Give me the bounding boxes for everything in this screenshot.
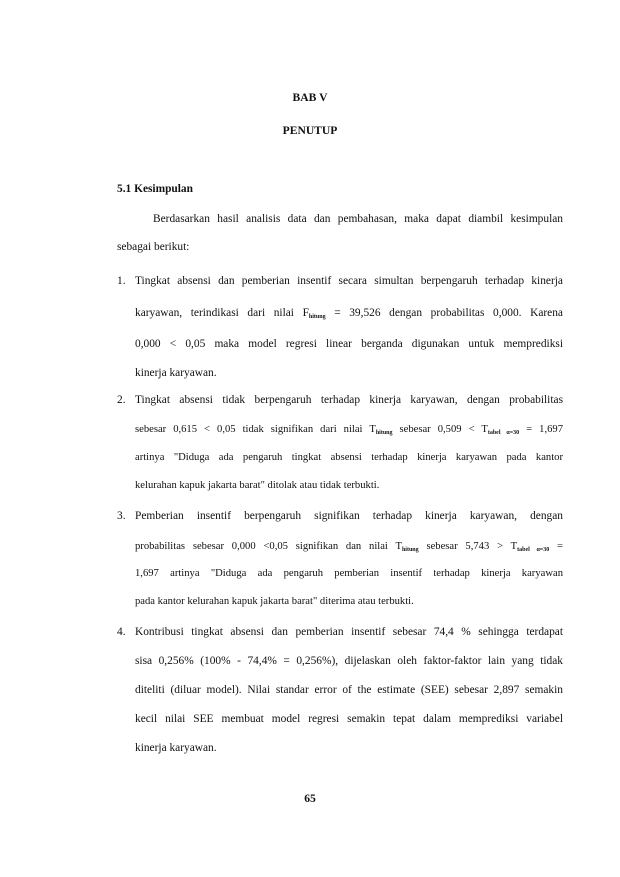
item-3-line-3: 1,697 artinya "Diduga ada pengaruh pemberian insentif terhadap kinerja karyawan <box>135 568 563 579</box>
item-2-number: 2. <box>117 394 126 406</box>
item-3-line-2: probabilitas sebesar 0,000 <0,05 signifikan dan nilai $T_{hitung}$ sebesar $5,743 > T_{tabel \alpha=30}$ = <box>135 541 563 553</box>
section-heading: 5.1 Kesimpulan <box>117 183 193 195</box>
item-1-line-3: 0,000 < 0,05 maka model regresi linear berganda digunakan untuk memprediksi <box>135 338 563 350</box>
item-1-line-1: Tingkat absensi dan pemberian insentif secara simultan berpengaruh terhadap kinerja <box>135 275 563 287</box>
item-3-line-1: Pemberian insentif berpengaruh signifikan terhadap kinerja karyawan, dengan <box>135 510 563 522</box>
item-4-line-3: diteliti (diluar model). Nilai standar error of the estimate (SEE) sebesar 2,897 semakin <box>135 684 563 696</box>
item-1-line-2: karyawan, terindikasi dari nilai $F_{hitung} = 39,526$ dengan probabilitas 0,000. Karena <box>135 307 563 320</box>
item-1-number: 1. <box>117 275 126 287</box>
item-2-line-1: Tingkat absensi tidak berpengaruh terhadap kinerja karyawan, dengan probabilitas <box>135 394 563 406</box>
chapter-title: PENUTUP <box>282 124 338 137</box>
item-3-number: 3. <box>117 510 126 522</box>
item-4-line-2: sisa 0,256% (100% - 74,4% = 0,256%), dijelaskan oleh faktor-faktor lain yang tidak <box>135 655 563 667</box>
chapter-number: BAB V <box>292 91 328 104</box>
intro-line-1: Berdasarkan hasil analisis data dan pembahasan, maka dapat diambil kesimpulan <box>153 213 563 225</box>
item-3-line-4: pada kantor kelurahan kapuk jakarta barat" diterima atau terbukti. <box>135 596 414 607</box>
item-4-line-5: kinerja karyawan. <box>135 742 217 754</box>
item-2-line-2: sebesar 0,615 < 0,05 tidak signifikan dari nilai $T_{hitung}$ sebesar $0,509 < T_{tabel \alpha=30} = 1,697$ <box>135 424 563 436</box>
intro-line-2: sebagai berikut: <box>117 241 190 253</box>
item-1-line-4: kinerja karyawan. <box>135 367 217 379</box>
item-2-line-3: artinya "Diduga ada pengaruh tingkat absensi terhadap kinerja karyawan pada kantor <box>135 452 563 463</box>
page-number: 65 <box>304 792 316 805</box>
item-2-line-4: kelurahan kapuk jakarta barat" ditolak atau tidak terbukti. <box>135 480 380 491</box>
item-4-number: 4. <box>117 626 126 638</box>
item-4-line-4: kecil nilai SEE membuat model regresi semakin tepat dalam memprediksi variabel <box>135 713 563 725</box>
item-4-line-1: Kontribusi tingkat absensi dan pemberian insentif sebesar 74,4 % sehingga terdapat <box>135 626 563 638</box>
